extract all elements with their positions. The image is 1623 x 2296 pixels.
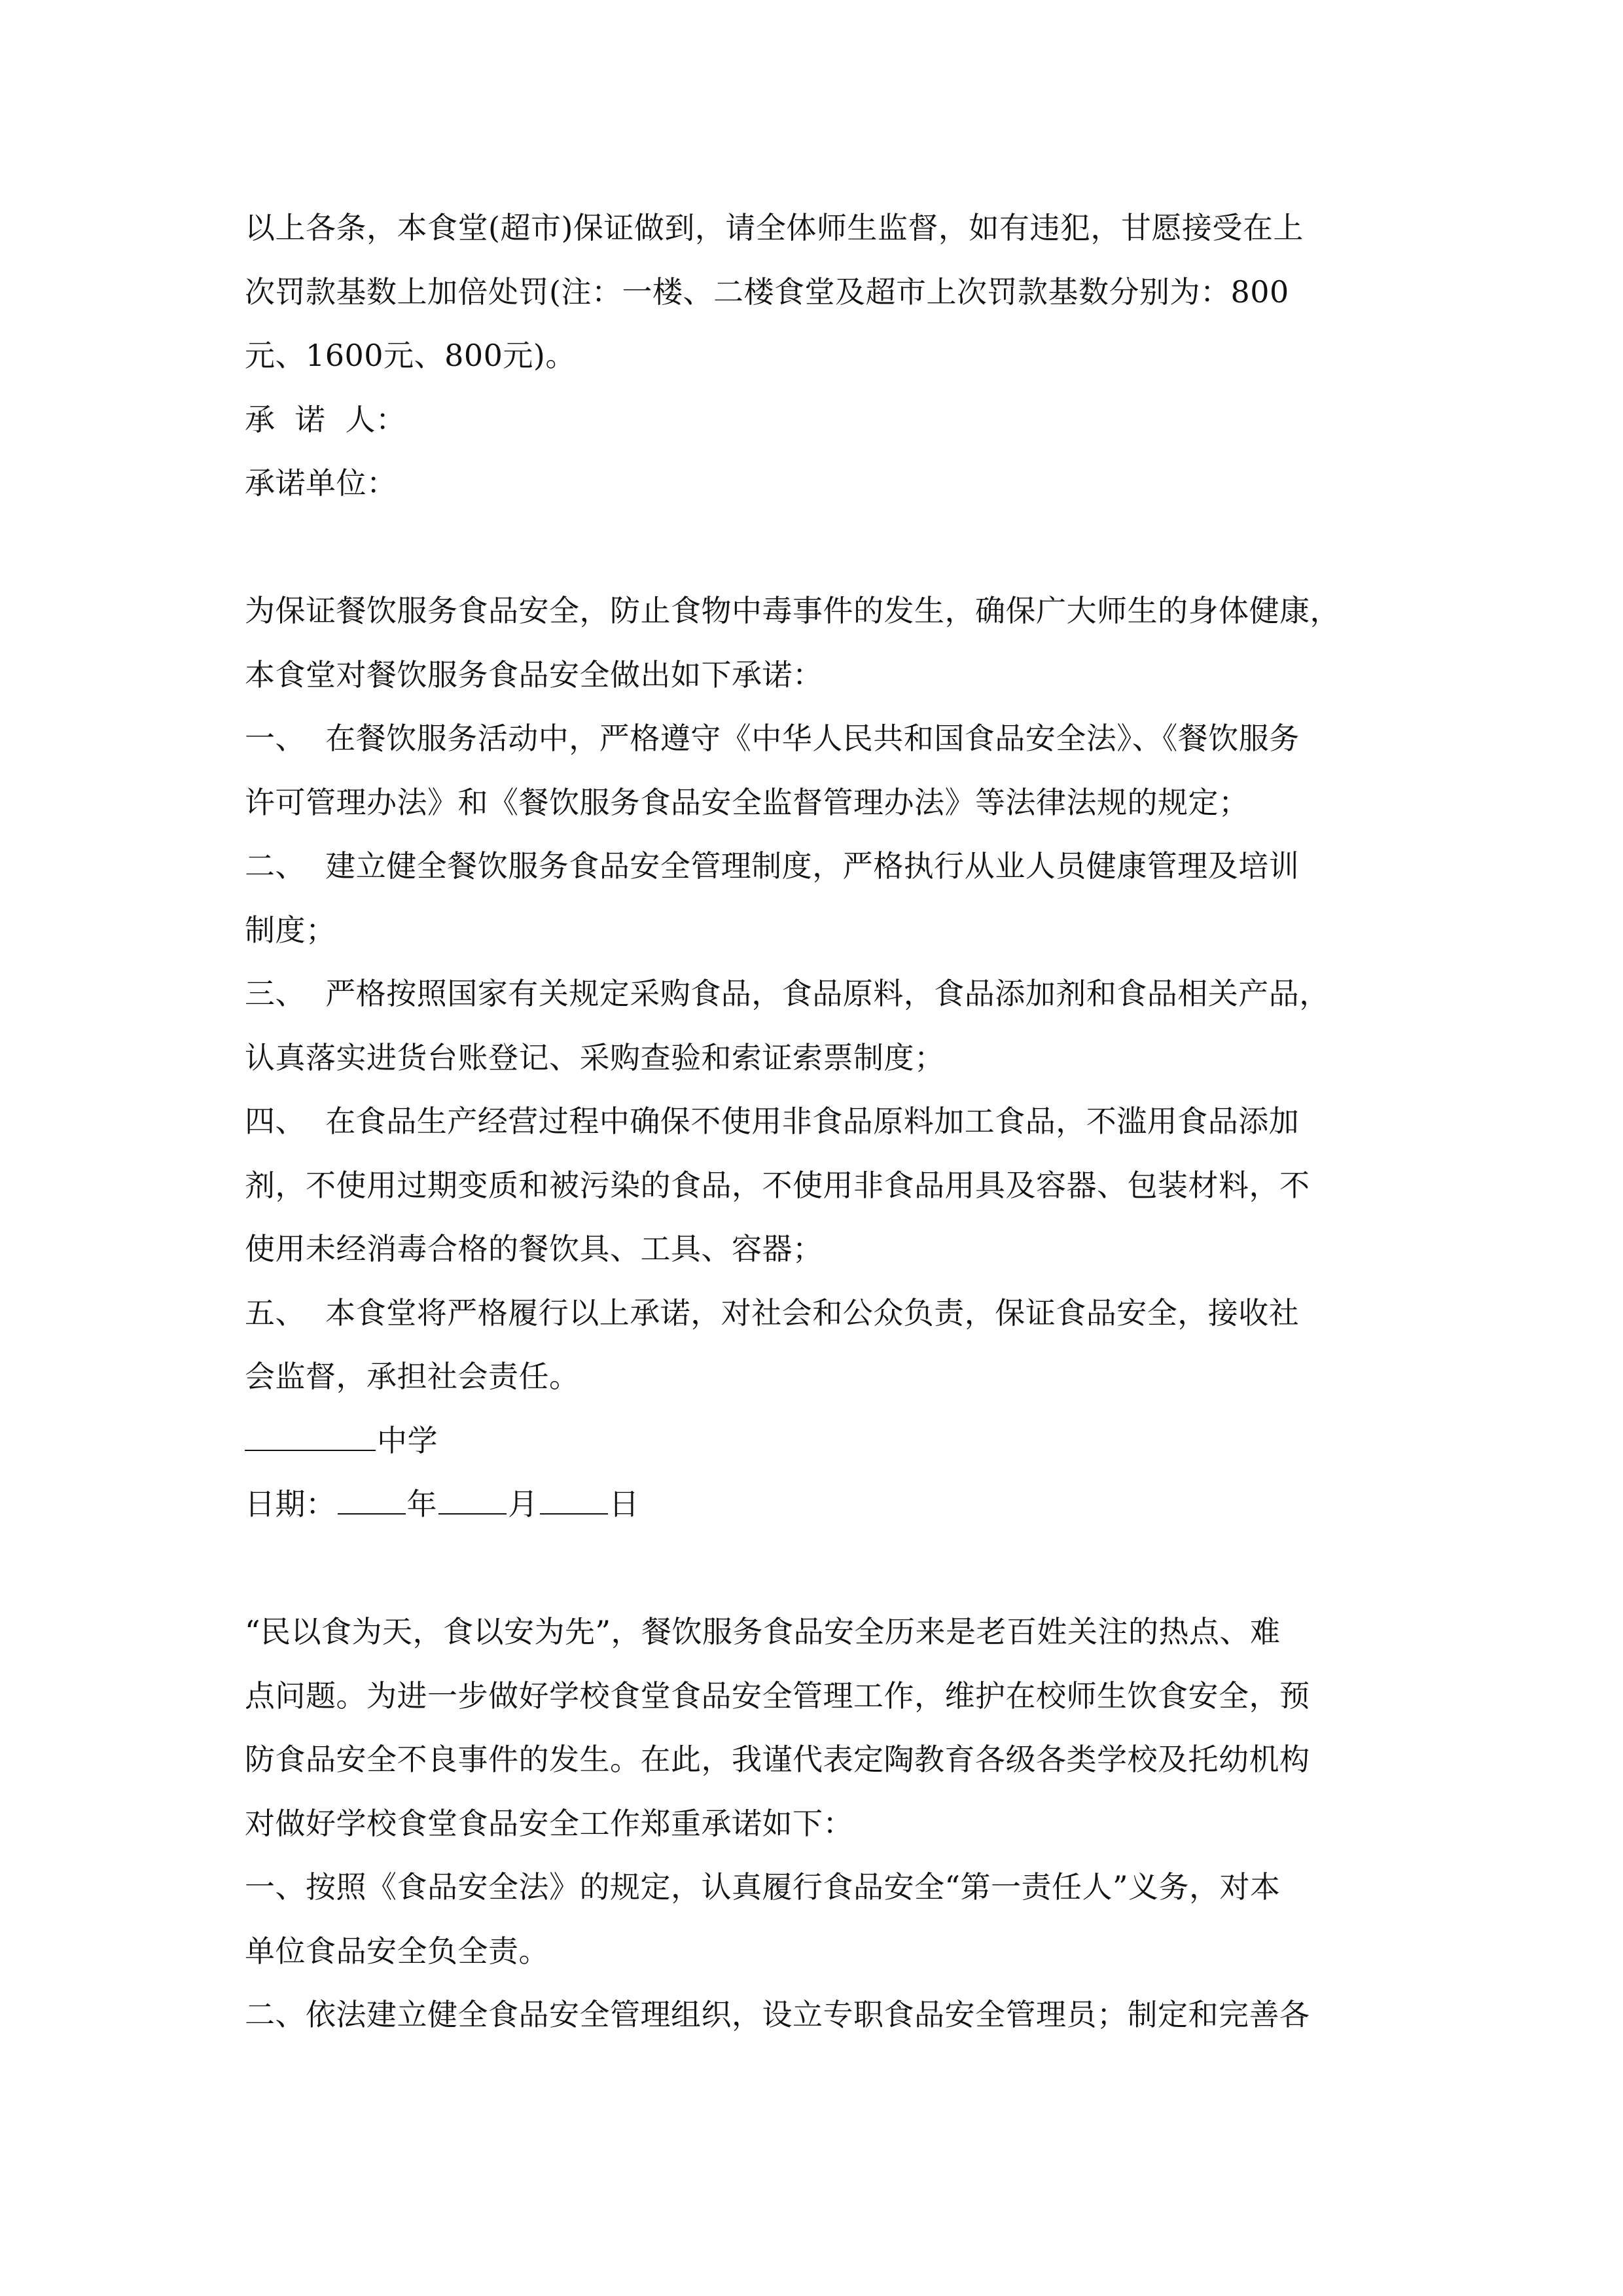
day-blank[interactable] <box>540 1490 608 1515</box>
day-label: 日 <box>609 1486 639 1522</box>
text-line: 防食品安全不良事件的发生。在此，我谨代表定陶教育各级各类学校及托幼机构 <box>245 1742 1310 1777</box>
date-line <box>245 1473 1397 1537</box>
commitment-item-3: 三、 严格按照国家有关规定采购食品，食品原料，食品添加剂和食品相关产品， <box>245 976 1330 1011</box>
text-line: 为保证餐饮服务食品安全，防止食物中毒事件的发生，确保广大师生的身体健康， <box>245 593 1340 628</box>
commitment-item-4: 四、 在食品生产经营过程中确保不使用非食品原料加工食品，不滥用食品添加 <box>245 1103 1300 1139</box>
school-suffix: 中学 <box>377 1422 438 1458</box>
text-line: “民以食为天，食以安为先”，餐饮服务食品安全历来是老百姓关注的热点、难 <box>245 1614 1281 1649</box>
school-name-blank[interactable] <box>245 1426 376 1451</box>
text-line: 次罚款基数上加倍处罚(注：一楼、二楼食堂及超市上次罚款基数分别为：800 <box>245 274 1289 310</box>
text-line: 许可管理办法》和《餐饮服务食品安全监督管理办法》等法律法规的规定； <box>245 784 1249 820</box>
school-signature-line <box>245 1409 1397 1473</box>
school-commitment <box>245 1600 1397 2047</box>
section-gap <box>245 1537 1397 1601</box>
text-line: 对做好学校食堂食品安全工作郑重承诺如下： <box>245 1805 853 1841</box>
text-line: 单位食品安全负全责。 <box>245 1933 549 1969</box>
commitment-item-5: 五、 本食堂将严格履行以上承诺，对社会和公众负责，保证食品安全，接收社 <box>245 1295 1300 1331</box>
section-gap <box>245 516 1397 580</box>
text-line: 认真落实进货台账登记、采购查验和索证索票制度； <box>245 1039 945 1075</box>
penalty-paragraph <box>245 196 1397 388</box>
text-line: 使用未经消毒合格的餐饮具、工具、容器； <box>245 1231 823 1266</box>
text-line: 以上各条，本食堂(超市)保证做到，请全体师生监督，如有违犯，甘愿接受在上 <box>245 210 1304 245</box>
promisor-label: 承 诺 人： <box>245 401 406 437</box>
text-line: 制度； <box>245 912 336 948</box>
text-line: 本食堂对餐饮服务食品安全做出如下承诺： <box>245 656 823 692</box>
text-line: 会监督，承担社会责任。 <box>245 1359 580 1394</box>
commitment-item-2: 二、 建立健全餐饮服务食品安全管理制度，严格执行从业人员健康管理及培训 <box>245 848 1300 884</box>
canteen-commitment <box>245 579 1397 1409</box>
text-line: 二、依法建立健全食品安全管理组织，设立专职食品安全管理员；制定和完善各 <box>245 1997 1310 2032</box>
month-label: 月 <box>508 1486 539 1522</box>
text-line: 元、1600元、800元)。 <box>245 338 576 373</box>
year-label: 年 <box>406 1486 437 1522</box>
text-line: 点问题。为进一步做好学校食堂食品安全管理工作，维护在校师生饮食安全，预 <box>245 1677 1310 1713</box>
text-line: 一、按照《食品安全法》的规定，认真履行食品安全“第一责任人”义务，对本 <box>245 1869 1281 1905</box>
month-blank[interactable] <box>438 1490 507 1515</box>
document-body <box>245 196 1397 2047</box>
date-label: 日期： <box>245 1486 336 1522</box>
commitment-item-1: 一、 在餐饮服务活动中，严格遵守《中华人民共和国食品安全法》、《餐饮服务 <box>245 721 1300 756</box>
year-blank[interactable] <box>338 1490 406 1515</box>
promising-unit-label: 承诺单位： <box>245 465 397 501</box>
text-line: 剂，不使用过期变质和被污染的食品，不使用非食品用具及容器、包装材料，不 <box>245 1167 1310 1203</box>
